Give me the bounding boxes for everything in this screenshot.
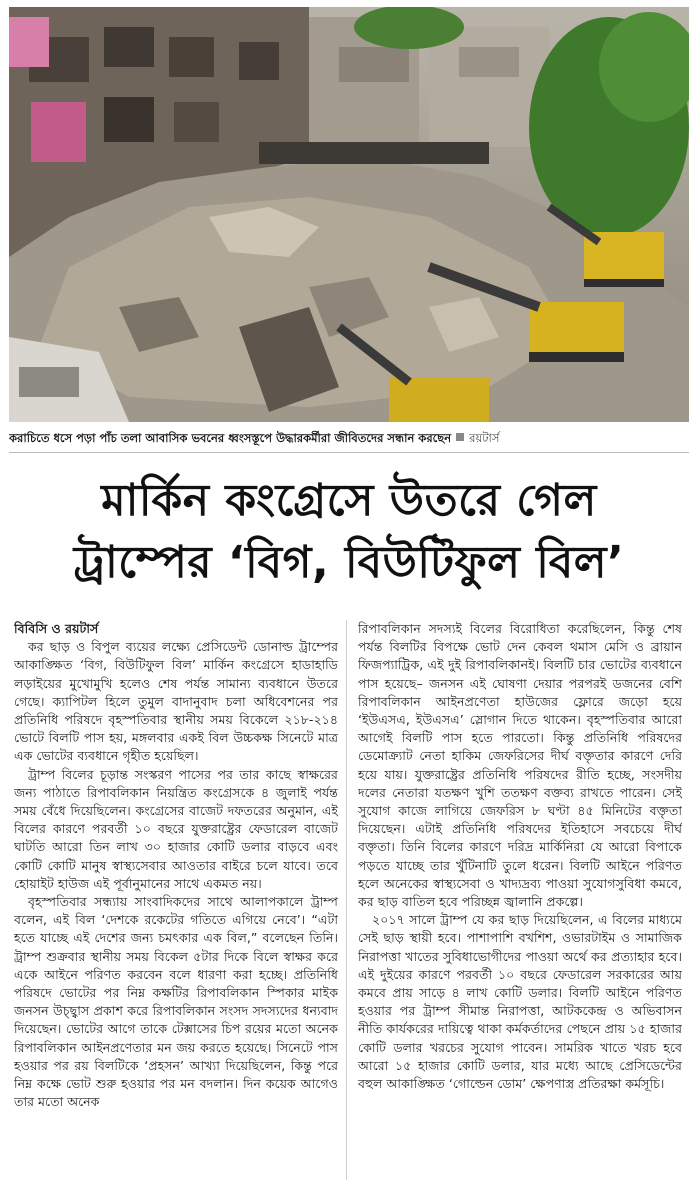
caption-separator-square: [456, 433, 464, 441]
caption-divider: [9, 452, 689, 453]
paragraph: কর ছাড় ও বিপুল ব্যয়ের লক্ষ্যে প্রেসিডেন্ট ডোনাল্ড ট্রাম্পের আকাঙ্ক্ষিত ‘বিগ, বিউটিফুল বিল’ মার্কিন কংগ্রেসে হাডাহাডি লড়াইয়ের মুখোমুখি হলেও শেষ পর্যন্ত সামান্য ব্যবধানে উতরে গেছে। ক্যাপিটল হিলে তুমুল বাদানুবাদ চলা অধিবেশনের পর প্রতিনিধি পরিষদে বৃহস্পতিবার স্থানীয় সময় বিকেলে ২১৮-২১৪ ভোটে বিলটি পাস হয়, মঙ্গলবার একই বিল উচ্চকক্ষ সিনেটে মাত্র এক ভোটের ব্যবধানে গৃহীত হয়েছিল।: [14, 639, 338, 764]
article-column-2: [358, 620, 682, 1188]
headline-line-1: মার্কিন কংগ্রেসে উতরে গেল: [101, 475, 597, 526]
headline-line-2: ট্রাম্পের ‘বিগ, বিউটিফুল বিল’: [73, 537, 625, 588]
paragraph: ২০১৭ সালে ট্রাম্প যে কর ছাড় দিয়েছিলেন, এ বিলের মাধ্যমে সেই ছাড় স্থায়ী হবে। পাশাপাশি বখশিশ, ওভারটাইম ও সামাজিক নিরাপত্তা খাতের সুবিধাভোগীদের পাওয়া অর্থে কর প্রত্যাহার হবে। এই দুইয়ের কারণে পরবর্তী ১০ বছরে ফেডারেল সরকারের আয় কমবে প্রায় সাড়ে ৪ লাখ কোটি ডলার। বিলটি আইনে পরিণত হওয়ার পর ট্রাম্প সীমান্ত নিরাপত্তা, আটককেন্দ্র ও অভিবাসন নীতি কার্যকরের দায়িত্বে থাকা কর্মকর্তাদের পেছনে প্রায় ১৫ হাজার কোটি ডলার খরচের সুযোগ পাবেন। সামরিক খাতে খরচ হবে আরো ১৫ হাজার কোটি ডলার, যার মধ্যে আছে প্রেসিডেন্টের বহুল আকাঙ্ক্ষিত ‘গোল্ডেন ডোম’ ক্ষেপণাস্ত্র প্রতিরক্ষা কর্মসূচি।: [358, 912, 682, 1092]
column-divider: [346, 620, 347, 1180]
photo-caption: [9, 426, 689, 450]
news-photo-rubble: [9, 7, 689, 422]
photo-credit: রয়টার্স: [469, 431, 500, 445]
paragraph: ট্রাম্প বিলের চূড়ান্ত সংস্করণ পাসের পর তার কাছে স্বাক্ষরের জন্য পাঠাতে রিপাবলিকান নিয়ন্ত্রিত কংগ্রেসকে ৪ জুলাই পর্যন্ত সময় বেঁধে দিয়েছিলেন। কংগ্রেসের বাজেট দফতরের অনুমান, এই বিলের কারণে পরবর্তী ১০ বছরে যুক্তরাষ্ট্রের ফেডারেল বাজেট ঘাটতি আরো তিন লাখ ৩০ হাজার কোটি ডলার বাড়বে এবং কোটি কোটি মানুষ স্বাস্থ্যসেবার আওতার বাইরে চলে যাবে। তবে হোয়াইট হাউজ এই পূর্বানুমানের সাথে একমত নয়।: [14, 766, 338, 891]
article-headline: [9, 470, 689, 594]
paragraph: বৃহস্পতিবার সন্ধ্যায় সাংবাদিকদের সাথে আলাপকালে ট্রাম্প বলেন, এই বিল ‘দেশকে রকেটের গতিতে এগিয়ে নেবে’। “এটা হতে যাচ্ছে এই দেশের জন্য চমৎকার এক বিল,” বলেছেন তিনি। ট্রাম্প শুক্রবার স্থানীয় সময় বিকেল ৫টার দিকে বিলে স্বাক্ষর করে একে আইনে পরিণত করবেন বলে ধারণা করা হচ্ছে। প্রতিনিধি পরিষদে ভোটের পর নিম্ন কক্ষটির রিপাবলিকান স্পিকার মাইক জনসন উচ্ছ্বাস প্রকাশ করে রিপাবলিকান সংসদ সদস্যদের ধন্যবাদ দিয়েছেন। ভোটের আগে তাকে টেক্সাসের চিপ রয়ের মতো অনেক রিপাবলিকান আইনপ্রণেতার মন জয় করতে হয়েছে। সিনেটে পাস হওয়ার পর রয় বিলটিকে ‘প্রহসন’ আখ্যা দিয়েছিলেন, কিন্তু পরে নিম্ন কক্ষে ভোট শুরু হওয়ার পর মন বদলান। দিন কয়েক আগেও তার মতো অনেক: [14, 894, 338, 1110]
article-column-1: [14, 620, 338, 1188]
caption-text: করাচিতে ধসে পড়া পাঁচ তলা আবাসিক ভবনের ধ্বংসস্তূপে উদ্ধারকর্মীরা জীবিতদের সন্ধান করছেন: [9, 431, 452, 445]
article-byline: বিবিসি ও রয়টার্স: [14, 621, 99, 636]
paragraph: রিপাবলিকান সদস্যই বিলের বিরোধিতা করেছিলেন, কিন্তু শেষ পর্যন্ত বিলটির বিপক্ষে ভোট দেন কেবল থমাস মেসি ও ব্রায়ান ফিজপ্যাট্রিক, এই দুই রিপাবলিকানই। বিলটি চার ভোটের ব্যবধানে পাস হয়েছে– জনসন এই ঘোষণা দেয়ার পরপরই ডজনের বেশি রিপাবলিকান আইনপ্রণেতা হাউজের ফ্লোরে জড়ো হয়ে ‘ইউএসএ, ইউএসএ’ স্লোগান দিতে থাকেন। বৃহস্পতিবার আরো আগেই বিলটি পাস হতে পারতো। কিন্তু প্রতিনিধি পরিষদের ডেমোক্র্যাট নেতা হাকিম জেফরিসের দীর্ঘ বক্তৃতার কারণে দেরি হয়ে যায়। যুক্তরাষ্ট্রের প্রতিনিধি পরিষদের রীতি হচ্ছে, সংসদীয় দলের নেতারা যতক্ষণ খুশি ততক্ষণ বক্তব্য রাখতে পারেন। সেই সুযোগ কাজে লাগিয়ে জেফরিস ৮ ঘণ্টা ৪৫ মিনিটের বক্তৃতা দিয়েছেন। এটাই প্রতিনিধি পরিষদের ইতিহাসে সবচেয়ে দীর্ঘ বক্তৃতা। তিনি বিলের কারণে দরিদ্র মার্কিনিরা যে আরো বিপাকে পড়তে যাচ্ছে তার খুঁটিনাটি তুলে ধরেন। বিলটি আইনে পরিণত হলে অনেকের স্বাস্থ্যসেবা ও খাদ্যদ্রব্য পাওয়া সুযোগসুবিধা কমবে, কর ছাড় বাতিল হবে পরিচ্ছন্ন জ্বালানি প্রকল্পে।: [358, 621, 682, 910]
